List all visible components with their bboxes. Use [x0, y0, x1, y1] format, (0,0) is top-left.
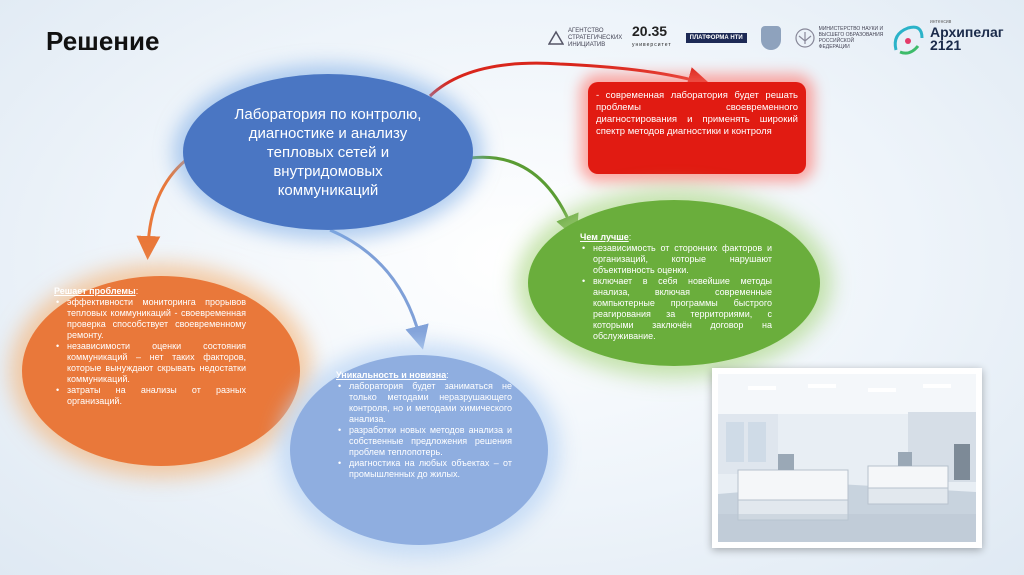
modern-lab-text: - современная лаборатория будет решать проблемы своевременного диагностирования и применять широкий спектр методов диагностики и контроля: [596, 90, 798, 137]
novelty-list: [336, 381, 512, 480]
university-2035-subtitle: университет: [632, 42, 672, 48]
arrow-to-green: [470, 157, 572, 228]
list-item: • разработки новых методов анализа и собственные предложения решения проблем теплопотерь.: [349, 425, 512, 458]
slide-title: Решение: [46, 26, 160, 56]
ministry-logo-text: МИНИСТЕРСТВО НАУКИ И ВЫСШЕГО ОБРАЗОВАНИЯ РОССИЙСКОЙ ФЕДЕРАЦИИ: [818, 26, 884, 50]
list-item: • независимость от сторонних факторов и организаций, которые нарушают объективность оценки.: [593, 243, 772, 276]
problems-text: [54, 286, 246, 407]
novelty-heading: Уникальность и новизна:: [336, 370, 449, 380]
problems-heading: Решает проблемы:: [54, 286, 139, 296]
list-item: • эффективности мониторинга прорывов тепловых коммуникаций - своевременная проверка способствует своевременному ремонту.: [67, 297, 246, 341]
list-item: • затраты на анализы от разных организаций.: [67, 385, 246, 407]
main-lab-text: Лаборатория по контролю, диагностике и анализу тепловых сетей и внутридомовых коммуникаций: [234, 105, 422, 199]
modern-lab-text-wrap: [596, 90, 798, 138]
novelty-text: [336, 370, 512, 480]
advantages-heading-label: Чем лучше: [580, 232, 629, 242]
main-lab-bubble: [183, 74, 473, 230]
list-item: • лаборатория будет заниматься не только методами неразрушающего контроля, но и методами химического анализа.: [349, 381, 512, 425]
modern-lab-box: [588, 82, 806, 174]
advantages-text: [580, 232, 772, 342]
laboratory-illustration: [718, 374, 976, 542]
nti-platform-logo: ПЛАТФОРМА НТИ: [686, 33, 747, 43]
advantages-heading: Чем лучше:: [580, 232, 632, 242]
list-item: • включает в себя новейшие методы анализа, включая современные компьютерные программы быстрого реагирования за территориями, с которыми заключён договор на обслуживание.: [593, 276, 772, 342]
arrow-to-orange: [148, 160, 186, 248]
asi-logo-text: АГЕНТСТВО СТРАТЕГИЧЕСКИХ ИНИЦИАТИВ: [568, 27, 623, 48]
problems-heading-label: Решает проблемы: [54, 286, 136, 296]
list-item: • независимости оценки состояния коммуникаций – нет таких факторов, которые вынуждают скрывать недостатки коммуникаций.: [67, 341, 246, 385]
archipelago-name-line-1: Архипелаг: [930, 24, 1004, 40]
problems-list: [54, 297, 246, 407]
laboratory-photo: [712, 368, 982, 548]
list-item: • диагностика на любых объектах – от промышленных до жилых.: [349, 458, 512, 480]
archipelago-name-line-2: 2121: [930, 37, 962, 53]
archipelago-small-text: интенсив: [930, 19, 952, 25]
university-2035-number: 20.35: [632, 23, 668, 39]
novelty-heading-label: Уникальность и новизна: [336, 370, 447, 380]
arrow-to-blue: [330, 230, 420, 338]
advantages-list: [580, 243, 772, 342]
